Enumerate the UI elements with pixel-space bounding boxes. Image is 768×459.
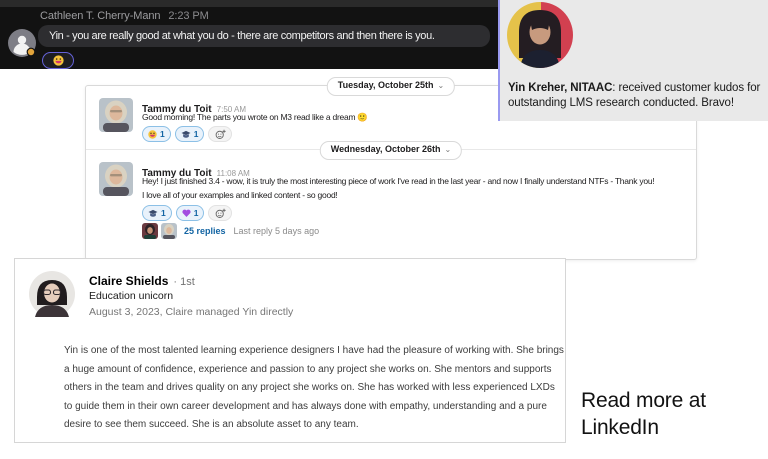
dm-header — [40, 10, 209, 22]
replies-link[interactable]: 25 replies — [184, 226, 226, 236]
dark-dm-panel — [0, 0, 498, 69]
kudos-text — [508, 81, 762, 111]
thread-summary[interactable] — [142, 223, 319, 239]
reaction-count: 1 — [193, 208, 199, 218]
reaction-count: 1 — [193, 129, 199, 139]
recommender-headline: Education unicorn — [89, 290, 174, 302]
message2-text-line1: Hey! I just finished 3.4 - wow, it is truly the most interesting piece of work I've read in the last year - and now I finally understand NTFs - Thank you! — [142, 176, 655, 186]
read-more-text: Read more at LinkedIn — [581, 389, 706, 439]
kudos-card — [498, 0, 768, 121]
recommender-name[interactable]: Claire Shields — [89, 274, 169, 288]
message1-text: Good morning! The parts you wrote on M3 read like a dream 🙂 — [142, 112, 368, 122]
linkedin-recommendation-card — [14, 258, 566, 443]
reaction-gradcap-pill[interactable] — [175, 126, 205, 142]
connection-degree: · 1st — [173, 276, 195, 288]
reaction-purple-heart-pill[interactable] — [176, 205, 205, 221]
add-reaction-button[interactable] — [208, 205, 232, 221]
recommendation-context: August 3, 2023, Claire managed Yin directly — [89, 306, 294, 318]
date-divider-wednesday[interactable] — [320, 141, 462, 160]
message2-sender[interactable]: Tammy du Toit — [142, 168, 212, 179]
graduation-cap-icon — [181, 130, 191, 139]
tammy-avatar[interactable] — [99, 162, 133, 196]
message1-reactions — [142, 126, 232, 142]
reaction-count: 1 — [160, 129, 165, 139]
last-reply-text: Last reply 5 days ago — [233, 226, 320, 236]
add-reaction-button[interactable] — [208, 126, 232, 142]
date-divider-tuesday[interactable] — [327, 77, 455, 96]
participant-avatar — [142, 223, 158, 239]
message2-text-line2: I love all of your examples and linked content - so good! — [142, 190, 338, 200]
tammy-avatar[interactable] — [99, 98, 133, 132]
graduation-cap-icon — [148, 209, 158, 218]
dm-timestamp: 2:23 PM — [168, 10, 209, 22]
message1-sender[interactable]: Tammy du Toit — [142, 104, 212, 115]
message1-time: 7:50 AM — [216, 105, 246, 114]
participant-avatar — [161, 223, 177, 239]
kudos-body: : received customer kudos for outstanding LMS research conducted. Bravo! — [508, 82, 761, 109]
reaction-gradcap-pill[interactable] — [142, 205, 172, 221]
dm-sender-name: Cathleen T. Cherry-Mann — [40, 10, 161, 22]
kudos-name: Yin Kreher, NITAAC — [508, 82, 613, 94]
sender-avatar[interactable] — [8, 29, 36, 57]
purple-heart-icon — [182, 209, 191, 218]
chevron-down-icon: ⌄ — [444, 145, 452, 154]
grinning-face-icon — [53, 55, 64, 66]
reaction-count: 1 — [161, 208, 166, 218]
claire-avatar[interactable] — [29, 271, 75, 317]
date-label: Tuesday, October 25th — [337, 80, 434, 90]
add-reaction-icon — [215, 129, 226, 140]
recommendation-body: Yin is one of the most talented learning experience designers I have had the pleasure of working with. She brings a huge amount of confidence, experience and passion to any project she works on. She mentors and supports others in the team and drives quality on any project she works on. She has worked with less experienced LXDs to guide them in their own career development and has always done with empathy, understanding and a pure desire to see them succeed. She is an absolute asset to any team. — [64, 345, 564, 430]
message2-time: 11:08 AM — [216, 169, 250, 178]
chevron-down-icon: ⌄ — [437, 81, 445, 90]
dm-message-bubble: Yin - you are really good at what you do - there are competitors and then there is you. — [38, 25, 490, 47]
linkedin-name-row — [89, 272, 195, 290]
grinning-face-icon — [148, 130, 157, 139]
dm-reaction-grinning[interactable] — [42, 52, 74, 69]
yin-photo — [507, 2, 573, 68]
add-reaction-icon — [215, 208, 226, 219]
dark-panel-top-strip — [0, 0, 498, 7]
reaction-grinning-pill[interactable] — [142, 126, 171, 142]
message2-reactions — [142, 205, 232, 221]
date-label: Wednesday, October 26th — [330, 144, 441, 154]
thread-participant-avatars — [142, 223, 177, 239]
